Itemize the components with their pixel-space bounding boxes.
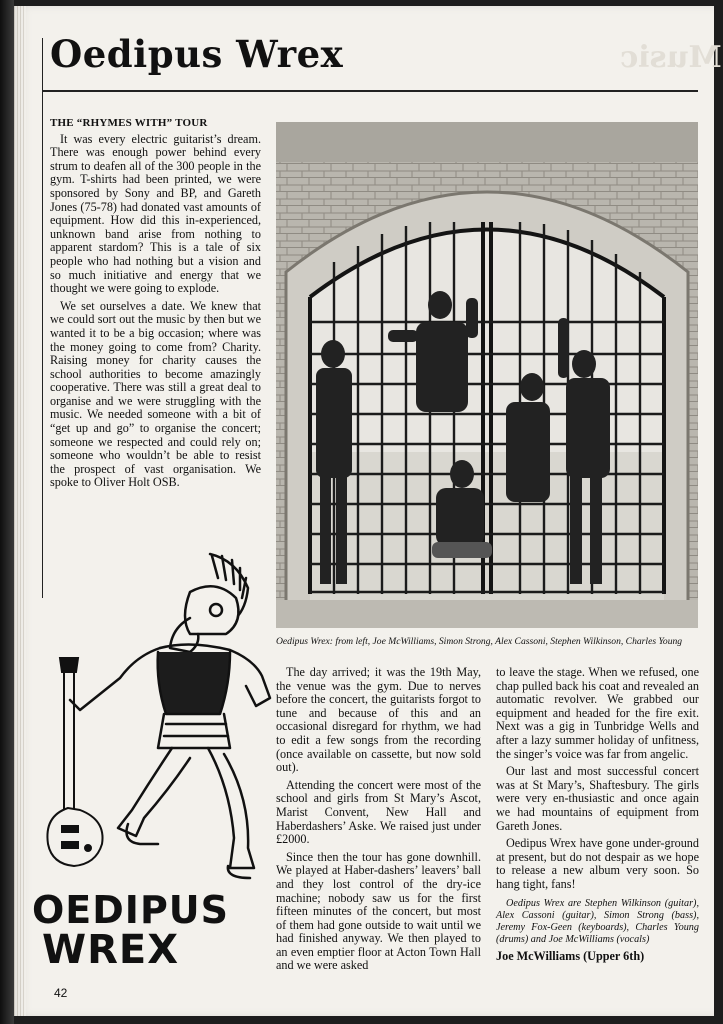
- paragraph: Attending the concert were most of the school and girls from St Mary’s Ascot, Marist Convent, New Hall and Haberdashers’ Aske. We raised just under £2000.: [276, 777, 481, 847]
- page-edges: [14, 6, 26, 1016]
- band-logo: [32, 888, 230, 973]
- logo-line-1: OEDIPUS: [32, 888, 230, 932]
- paragraph: Our last and most successful concert was at St Mary’s, Shaftesbury. The girls were very en-thusiastic and once again we had mountains of equipment from Gareth Jones.: [496, 764, 699, 833]
- middle-column: [276, 666, 481, 977]
- warrior-guitar-icon: [40, 548, 276, 888]
- show-through-heading: Music: [620, 40, 722, 75]
- band-credits: Oedipus Wrex are Stephen Wilkinson (guitar), Alex Cassoni (guitar), Simon Strong (bass), Jeremy Fox-Geen (keyboards), Charles Young (drums) and Joe McWilliams (vocals): [496, 897, 699, 945]
- paragraph: Since then the tour has gone downhill. We played at Haber-dashers’ leavers’ ball and they lost control of the dry-ice machine; nobody saw us for the first fifteen minutes of the concert, but most of them had gone outside to wait until we had finished anyway. We then played to an even emptier floor at Acton Town Hall and we were asked: [276, 849, 481, 973]
- paragraph: Oedipus Wrex have gone under-ground at present, but do not despair as we hope to release a new album very soon. So hang tight, fans!: [496, 836, 699, 891]
- section-subhead: THE “RHYMES WITH” TOUR: [50, 117, 208, 129]
- paragraph: We set ourselves a date. We knew that we could sort out the music by then but we wanted it to be a big occasion; where was the money going to come from? Charity. Raising money for charity causes the school authorities to become amazingly cooperative. There was still a great deal to organise and we were struggling with the music. We needed someone with a bit of “get up and go” to organise the concert; someone we respected and could rely on; someone who wouldn’t be able to resist the prospect of vast organisation. We spoke to Oliver Holt OSB.: [50, 298, 261, 490]
- paragraph: to leave the stage. When we refused, one chap pulled back his coat and revealed an automatic revolver. We grabbed our equipment and headed for the fire exit. Next was a gig in Tunbridge Wells and after a lazy summer holiday of unfitness, the singer’s voice was far from angelic.: [496, 665, 699, 761]
- logo-line-2: WREX: [42, 927, 180, 973]
- page-title: Oedipus Wrex: [50, 32, 344, 76]
- paragraph: It was every electric guitarist’s dream. There was enough power behind every strum to deafen all of the 300 people in the gym. T-shirts had been printed, we were sponsored by Sony and BP, and Gareth Jones (75-78) had donated vast amounts of equipment. How did this in-experienced, unknown band arise from nothing to apparent stardom? This is a tale of six people who had nothing but a vision and so much initiative and energy that we thought we were going to explode.: [50, 131, 261, 296]
- photo-caption: Oedipus Wrex: from left, Joe McWilliams, Simon Strong, Alex Cassoni, Stephen Wilkinson, Charles Young: [276, 636, 683, 647]
- band-photo-image: [276, 122, 698, 628]
- page-number: 42: [54, 986, 68, 1000]
- binding-spine: [0, 0, 14, 1024]
- band-photo: [276, 122, 698, 628]
- paragraph: The day arrived; it was the 19th May, the venue was the gym. Due to nerves before the concert, the guitarists forgot to tune and because of this and an occasional disregard for rhythm, we had to edit a few songs from the recording (once available on cassette, but now sold out).: [276, 665, 481, 775]
- title-rule: [42, 90, 698, 92]
- vertical-rule: [42, 38, 43, 598]
- left-column: [50, 117, 261, 494]
- author-signature: Joe McWilliams (Upper 6th): [496, 948, 645, 963]
- right-column: [496, 666, 699, 967]
- warrior-guitar-illustration: [40, 548, 276, 888]
